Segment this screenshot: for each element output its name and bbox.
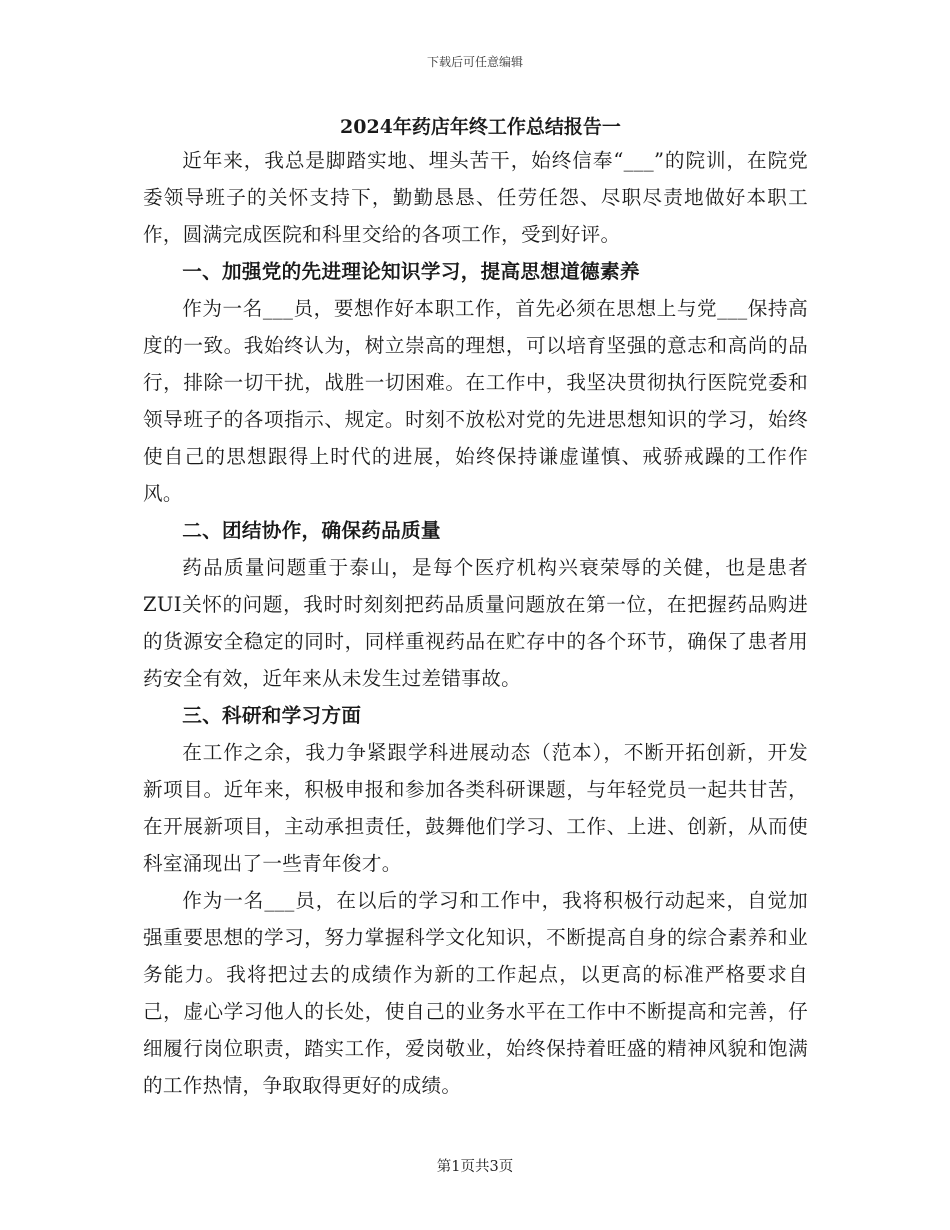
header-note: 下载后可任意编辑 [426, 55, 523, 69]
section-heading-2: 二、团结协作，确保药品质量 [182, 519, 441, 542]
paragraph-intro: 近年来，我总是脚踏实地、埋头苦干，始终信奉“___”的院训，在院党委领导班子的关怀支持下，勤勤恳恳、任劳任怨、尽职尽责地做好本职工作，圆满完成医院和科里交给的各项工作，受到好评。 [143, 149, 808, 246]
paragraph-section-2: 药品质量问题重于泰山，是每个医疗机构兴衰荣辱的关健，也是患者ZUI关怀的问题，我时时刻刻把药品质量问题放在第一位，在把握药品购进的货源安全稳定的同时，同样重视药品在贮存中的各个环节，确保了患者用药安全有效，近年来从未发生过差错事故。 [143, 556, 808, 690]
paragraph-section-3: 在工作之余，我力争紧跟学科进展动态（范本），不断开拓创新，开发新项目。近年来，积极申报和参加各类科研课题，与年轻党员一起共甘苦，在开展新项目，主动承担责任，鼓舞他们学习、工作、上进、创新，从而使科室涌现出了一些青年俊才。 [143, 741, 808, 875]
paragraph-conclusion: 作为一名___员，在以后的学习和工作中，我将积极行动起来，自觉加强重要思想的学习，努力掌握科学文化知识，不断提高自身的综合素养和业务能力。我将把过去的成绩作为新的工作起点，以更高的标准严格要求自己，虚心学习他人的长处，使自己的业务水平在工作中不断提高和完善，仔细履行岗位职责，踏实工作，爱岗敬业，始终保持着旺盛的精神风貌和饱满的工作热情，争取取得更好的成绩。 [143, 889, 808, 1097]
section-heading-3: 三、科研和学习方面 [182, 704, 362, 727]
section-heading-1: 一、加强党的先进理论知识学习，提高思想道德素养 [182, 260, 640, 283]
paragraph-section-1: 作为一名___员，要想作好本职工作，首先必须在思想上与党___保持高度的一致。我始终认为，树立崇高的理想，可以培育坚强的意志和高尚的品行，排除一切干扰，战胜一切困难。在工作中，我坚决贯彻执行医院党委和领导班子的各项指示、规定。时刻不放松对党的先进思想知识的学习，始终使自己的思想跟得上时代的进展，始终保持谦虚谨慎、戒骄戒躁的工作作风。 [143, 297, 808, 505]
page-number-footer: 第1页共3页 [436, 1159, 514, 1175]
document-title: 2024年药店年终工作总结报告一 [340, 116, 621, 138]
document-body [143, 112, 808, 1104]
